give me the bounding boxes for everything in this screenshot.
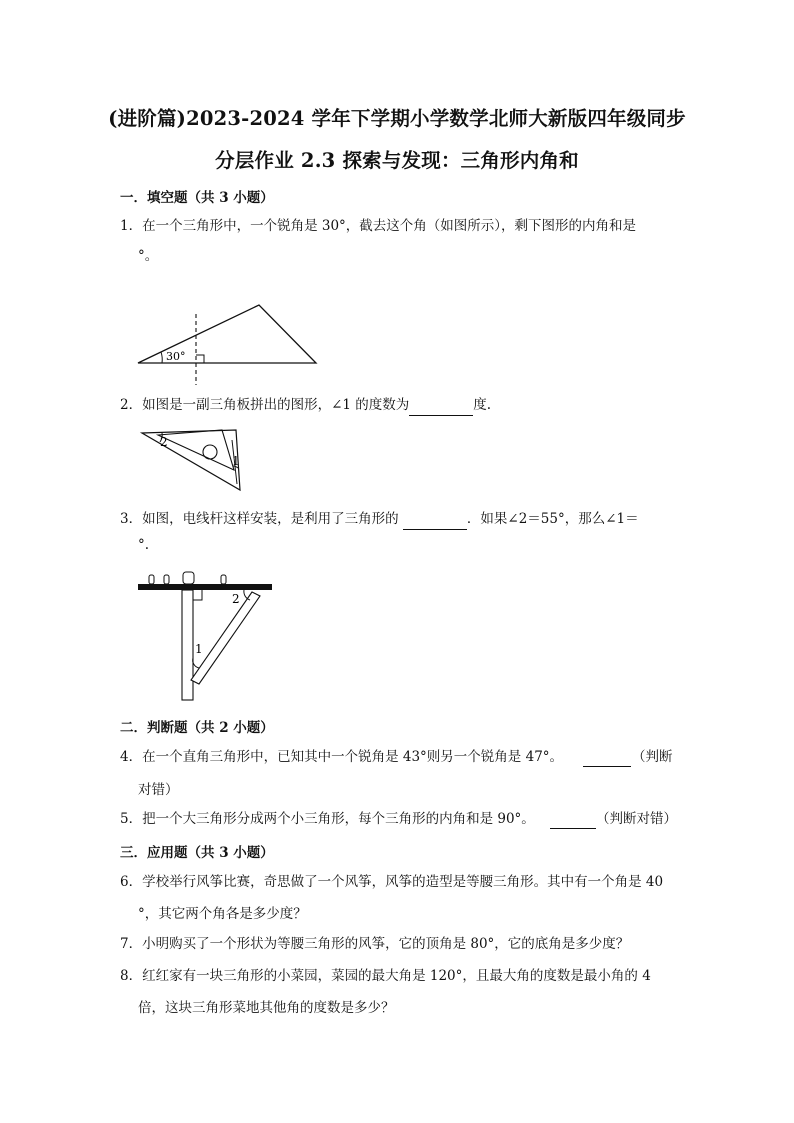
answer-blank-q3[interactable] xyxy=(403,515,467,530)
right-angle-mark xyxy=(193,590,202,600)
section-heading-application: 三．应用题（共 3 小题） xyxy=(120,845,274,861)
question-8-text: 8．红红家有一块三角形的小菜园，菜园的最大角是 120°，且最大角的度数是最小角的 4 xyxy=(120,968,651,984)
question-2-suffix: 度. xyxy=(473,397,492,413)
question-3-text xyxy=(120,508,639,530)
question-2-figure xyxy=(138,428,248,498)
doc-title-line2: 分层作业 2.3 探索与发现：三角形内角和 xyxy=(215,149,579,172)
question-5-text: 5．把一个大三角形分成两个小三角形，每个三角形的内角和是 90°。 xyxy=(120,811,535,827)
question-1-text: 1．在一个三角形中，一个锐角是 30°，截去这个角（如图所示），剩下图形的内角和是 xyxy=(120,218,637,234)
pole xyxy=(182,590,193,700)
angle-label-30: 30° xyxy=(166,350,186,363)
question-2-text xyxy=(120,394,491,416)
question-3-text-line2: °. xyxy=(138,537,150,553)
question-7-text: 7．小明购买了一个形状为等腰三角形的风筝，它的顶角是 80°，它的底角是多少度？ xyxy=(120,936,630,952)
question-4-tail: （判断 xyxy=(632,749,673,765)
angle-label-2: 2 xyxy=(160,435,168,449)
insulator-3 xyxy=(183,572,194,584)
question-6-text-line2: °，其它两个角各是多少度？ xyxy=(138,906,307,922)
question-2-prefix: 2．如图是一副三角板拼出的图形，∠1 的度数为 xyxy=(120,397,410,413)
brace xyxy=(191,592,260,684)
crossbar xyxy=(138,584,272,590)
set-square-large xyxy=(142,430,240,490)
section-heading-fill-in: 一．填空题（共 3 小题） xyxy=(120,190,274,206)
angle-label-1: 1 xyxy=(232,454,240,468)
insulator-1 xyxy=(149,575,154,584)
question-5-tail: （判断对错） xyxy=(596,811,677,827)
question-3-figure xyxy=(138,570,278,705)
question-3-prefix: 3．如图，电线杆这样安装，是利用了三角形的 xyxy=(120,511,403,527)
answer-blank-q4[interactable] xyxy=(583,752,631,767)
angle-label-2: 2 xyxy=(232,592,240,606)
question-4-text-line2: 对错） xyxy=(138,782,179,798)
question-3-suffix: ．如果∠2＝55°，那么∠1＝ xyxy=(466,511,639,527)
answer-blank-q2[interactable] xyxy=(409,401,473,416)
angle-arc xyxy=(161,352,162,363)
triangle-shape xyxy=(138,305,316,363)
question-1-figure xyxy=(130,302,330,392)
question-8-text-line2: 倍，这块三角形菜地其他角的度数是多少？ xyxy=(138,1000,395,1016)
insulator-4 xyxy=(221,575,226,584)
set-square-hole xyxy=(203,445,217,459)
angle-label-1: 1 xyxy=(195,642,203,656)
question-1-text-line2: °。 xyxy=(138,248,159,264)
answer-blank-q5[interactable] xyxy=(550,814,596,829)
angle-1-arc xyxy=(193,658,199,668)
question-4-text: 4．在一个直角三角形中，已知其中一个锐角是 43°则另一个锐角是 47°。 xyxy=(120,749,564,765)
insulator-2 xyxy=(164,575,169,584)
section-heading-judge: 二．判断题（共 2 小题） xyxy=(120,720,274,736)
question-6-text: 6．学校举行风筝比赛，奇思做了一个风筝，风筝的造型是等腰三角形。其中有一个角是 40 xyxy=(120,874,664,890)
doc-title-line1: (进阶篇)2023-2024 学年下学期小学数学北师大新版四年级同步 xyxy=(108,107,686,130)
right-angle-mark xyxy=(196,355,204,363)
